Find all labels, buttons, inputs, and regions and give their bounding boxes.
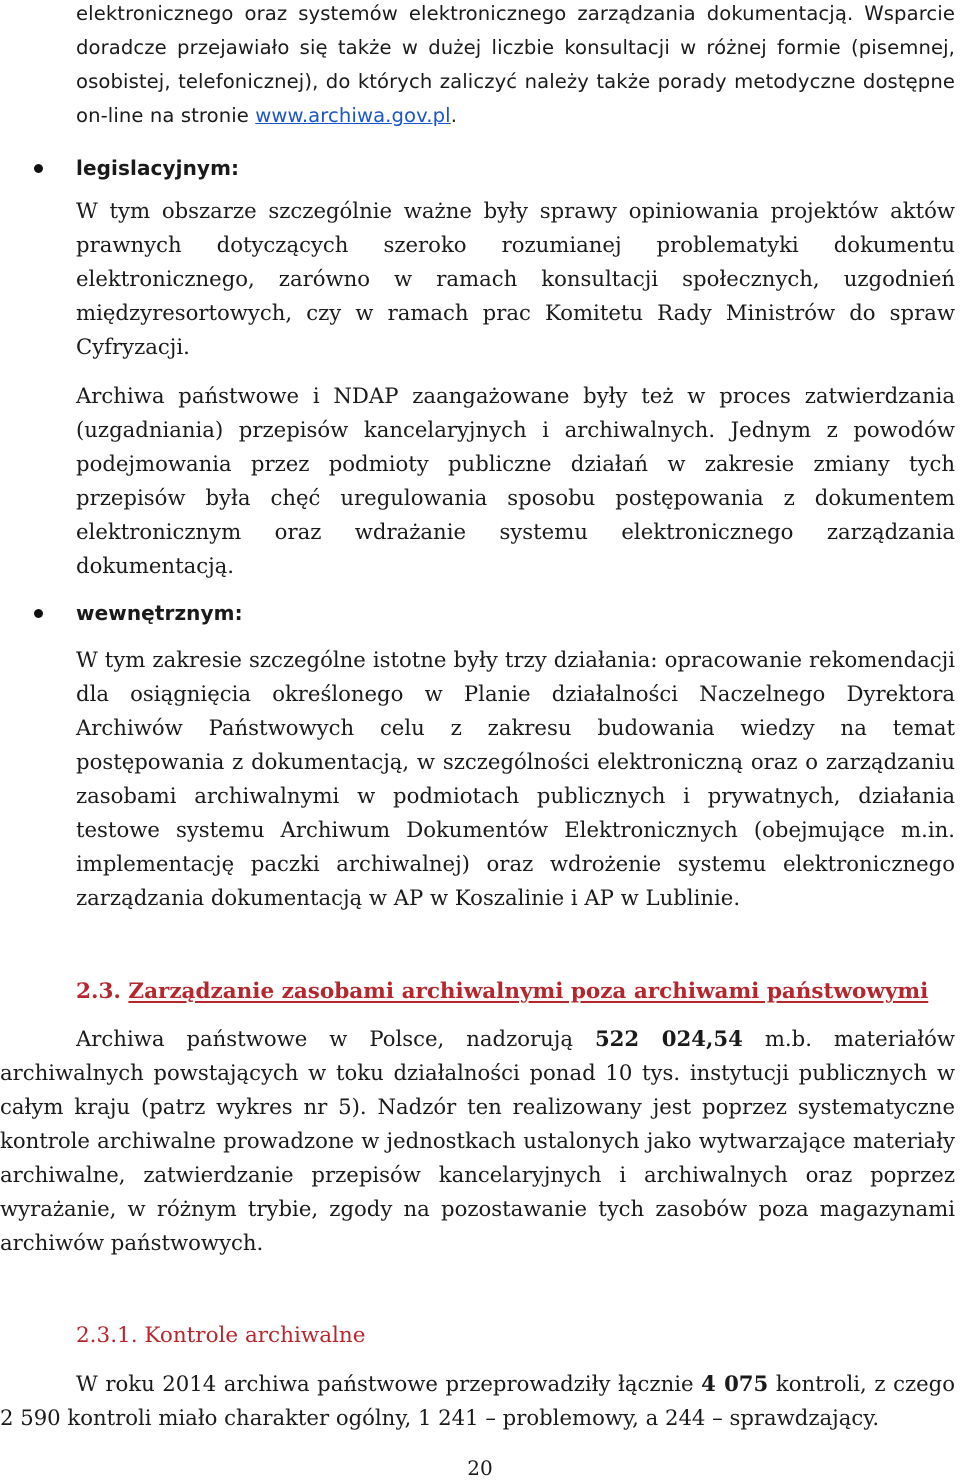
- section-2-3-1-text: W roku 2014 archiwa państwowe przeprowadziły łącznie: [76, 1371, 702, 1396]
- intro-paragraph: [76, 0, 955, 133]
- archiwa-link[interactable]: www.archiwa.gov.pl: [255, 104, 451, 127]
- section-2-3-text-cont: m.b. materiałów archiwalnych powstających w toku działalności ponad 10 tys. instytucji publicznych w całym kraju (patrz wykres nr 5). Nadzór ten realizowany jest poprzez systematyczne kontrole archiwalne prowadzone w jednostkach ustalonych jako wytwarzające materiały archiwalne, zatwierdzanie przepisów kancelaryjnych i archiwalnych oraz poprzez wyrażanie, w różnym trybie, zgody na pozostawanie tych zasobów poza magazynami archiwów państwowych.: [0, 1026, 956, 1255]
- subsection-title: Kontrole archiwalne: [144, 1323, 366, 1348]
- bullet-dot-icon: [34, 164, 43, 173]
- section-title: Zarządzanie zasobami archiwalnymi poza archiwami państwowymi: [128, 979, 929, 1004]
- legislacyjnym-paragraph-1: W tym obszarze szczególnie ważne były sprawy opiniowania projektów aktów prawnych dotyczących szeroko rozumianej problematyki dokumentu elektronicznego, zarówno w ramach konsultacji społecznych, uzgodnień międzyresortowych, czy w ramach prac Komitetu Rady Ministrów do spraw Cyfryzacji.: [76, 198, 955, 359]
- controls-total-value: 4 075: [701, 1371, 769, 1396]
- page-number: 20: [467, 1456, 493, 1480]
- section-number: 2.3.: [76, 979, 121, 1004]
- subsection-number: 2.3.1.: [76, 1323, 138, 1348]
- section-2-3-1-text-cont: kontroli, z czego 2 590 kontroli miało charakter ogólny, 1 241 – problemowy, a 244 – sprawdzający.: [0, 1371, 955, 1430]
- bullet-heading-legislacyjnym: legislacyjnym:: [76, 156, 240, 180]
- intro-period: .: [450, 104, 458, 127]
- section-heading-2-3: [76, 975, 928, 1009]
- section-2-3-1-paragraph: [0, 1367, 955, 1435]
- section-2-3-paragraph: [0, 1022, 955, 1260]
- subsection-heading-2-3-1: [76, 1319, 366, 1353]
- section-2-3-text: Archiwa państwowe w Polsce, nadzorują: [76, 1026, 595, 1051]
- intro-text: elektronicznego oraz systemów elektronicznego zarządzania dokumentacją. Wsparcie doradcze przejawiało się także w dużej liczbie konsultacji w różnej formie (pisemnej, osobistej, telefonicznej), do których zaliczyć należy także porady metodyczne dostępne on-line na stronie: [76, 2, 955, 127]
- metres-value: 522 024,54: [594, 1026, 743, 1051]
- bullet-heading-wewnetrznym: wewnętrznym:: [76, 601, 243, 625]
- wewnetrznym-paragraph: W tym zakresie szczególne istotne były trzy działania: opracowanie rekomendacji dla osiągnięcia określonego w Planie działalności Naczelnego Dyrektora Archiwów Państwowych celu z zakresu budowania wiedzy na temat postępowania z dokumentacją, w szczególności elektroniczną oraz o zarządzaniu zasobami archiwalnymi w podmiotach publicznych i prywatnych, działania testowe systemu Archiwum Dokumentów Elektronicznych (obejmujące m.in. implementację paczki archiwalnej) oraz wdrożenie systemu elektronicznego zarządzania dokumentacją w AP w Koszalinie i AP w Lublinie.: [76, 647, 955, 910]
- legislacyjnym-paragraph-2: Archiwa państwowe i NDAP zaangażowane były też w proces zatwierdzania (uzgadniania) przepisów kancelaryjnych i archiwalnych. Jednym z powodów podejmowania przez podmioty publiczne działań w zakresie zmiany tych przepisów była chęć uregulowania sposobu postępowania z dokumentem elektronicznym oraz wdrażanie systemu elektronicznego zarządzania dokumentacją.: [76, 383, 955, 578]
- bullet-dot-icon: [34, 609, 43, 618]
